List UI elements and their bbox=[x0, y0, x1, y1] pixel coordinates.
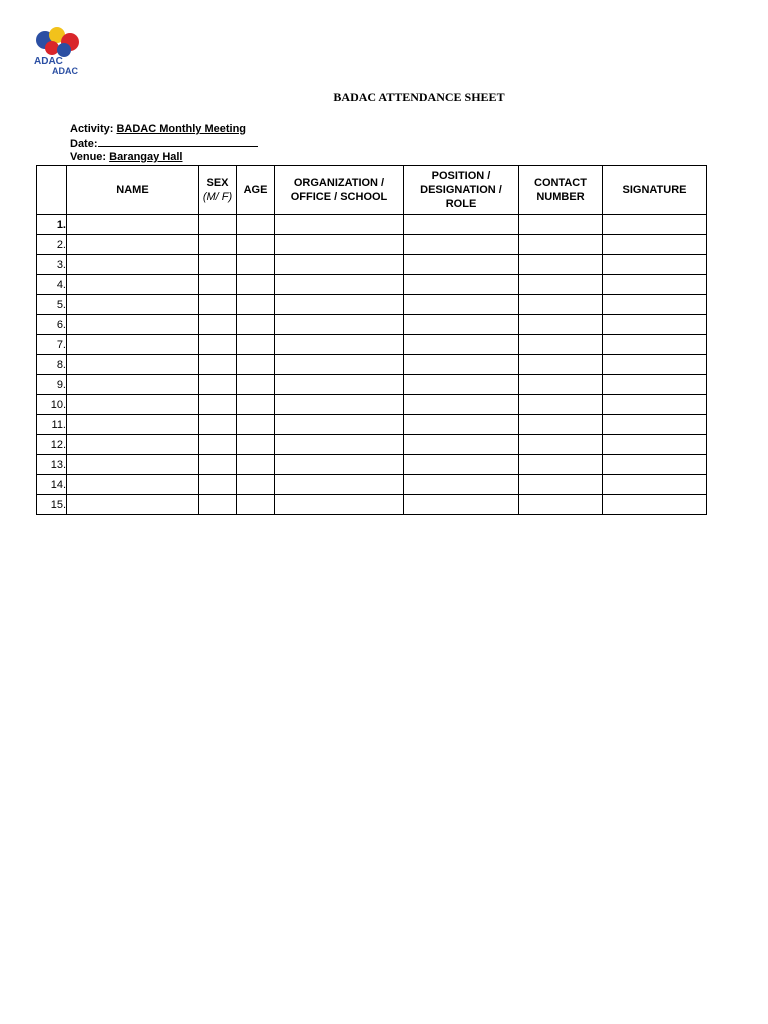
age-cell[interactable] bbox=[237, 295, 275, 315]
signature-cell[interactable] bbox=[603, 215, 707, 235]
row-number: 10. bbox=[37, 395, 67, 415]
position-cell[interactable] bbox=[404, 275, 519, 295]
table-row bbox=[37, 215, 707, 235]
position-cell[interactable] bbox=[404, 295, 519, 315]
position-cell[interactable] bbox=[404, 235, 519, 255]
organization-cell[interactable] bbox=[275, 315, 404, 335]
table-header-row bbox=[37, 166, 707, 215]
position-cell[interactable] bbox=[404, 455, 519, 475]
adac-logo bbox=[30, 26, 86, 76]
age-cell[interactable] bbox=[237, 375, 275, 395]
contact-cell[interactable] bbox=[519, 255, 603, 275]
name-cell[interactable] bbox=[67, 355, 199, 375]
sex-cell[interactable] bbox=[199, 255, 237, 275]
contact-cell[interactable] bbox=[519, 315, 603, 335]
activity-value: BADAC Monthly Meeting bbox=[116, 123, 247, 135]
signature-cell[interactable] bbox=[603, 235, 707, 255]
sex-cell[interactable] bbox=[199, 495, 237, 515]
name-cell[interactable] bbox=[67, 235, 199, 255]
contact-cell[interactable] bbox=[519, 435, 603, 455]
contact-cell[interactable] bbox=[519, 235, 603, 255]
sex-cell[interactable] bbox=[199, 455, 237, 475]
sex-cell[interactable] bbox=[199, 215, 237, 235]
row-number: 9. bbox=[37, 375, 67, 395]
sex-cell[interactable] bbox=[199, 275, 237, 295]
sex-cell[interactable] bbox=[199, 415, 237, 435]
header-sex-label: SEX bbox=[206, 177, 229, 189]
organization-cell[interactable] bbox=[275, 255, 404, 275]
contact-cell[interactable] bbox=[519, 495, 603, 515]
position-cell[interactable] bbox=[404, 475, 519, 495]
contact-cell[interactable] bbox=[519, 275, 603, 295]
name-cell[interactable] bbox=[67, 215, 199, 235]
signature-cell[interactable] bbox=[603, 375, 707, 395]
position-cell[interactable] bbox=[404, 315, 519, 335]
date-field[interactable] bbox=[98, 136, 258, 147]
table-row bbox=[37, 375, 707, 395]
svg-text:ADAC: ADAC bbox=[34, 56, 63, 67]
table-row bbox=[37, 475, 707, 495]
table-row bbox=[37, 255, 707, 275]
sex-cell[interactable] bbox=[199, 235, 237, 255]
sex-cell[interactable] bbox=[199, 395, 237, 415]
venue-line bbox=[70, 150, 183, 164]
sex-cell[interactable] bbox=[199, 375, 237, 395]
row-number: 4. bbox=[37, 275, 67, 295]
age-cell[interactable] bbox=[237, 315, 275, 335]
contact-cell[interactable] bbox=[519, 355, 603, 375]
signature-cell[interactable] bbox=[603, 415, 707, 435]
contact-cell[interactable] bbox=[519, 375, 603, 395]
header-name: NAME bbox=[67, 166, 199, 215]
svg-text:ADAC: ADAC bbox=[52, 66, 78, 76]
signature-cell[interactable] bbox=[603, 495, 707, 515]
table-row bbox=[37, 495, 707, 515]
table-row bbox=[37, 455, 707, 475]
signature-cell[interactable] bbox=[603, 475, 707, 495]
position-cell[interactable] bbox=[404, 495, 519, 515]
name-cell[interactable] bbox=[67, 295, 199, 315]
organization-cell[interactable] bbox=[275, 455, 404, 475]
name-cell[interactable] bbox=[67, 435, 199, 455]
name-cell[interactable] bbox=[67, 255, 199, 275]
position-cell[interactable] bbox=[404, 355, 519, 375]
age-cell[interactable] bbox=[237, 435, 275, 455]
sex-cell[interactable] bbox=[199, 355, 237, 375]
page-title: BADAC ATTENDANCE SHEET bbox=[333, 90, 505, 104]
adac-logo-icon bbox=[30, 26, 86, 76]
age-cell[interactable] bbox=[237, 275, 275, 295]
venue-label: Venue: bbox=[70, 151, 110, 163]
name-cell[interactable] bbox=[67, 475, 199, 495]
signature-cell[interactable] bbox=[603, 275, 707, 295]
name-cell[interactable] bbox=[67, 455, 199, 475]
row-number: 7. bbox=[37, 335, 67, 355]
age-cell[interactable] bbox=[237, 235, 275, 255]
name-cell[interactable] bbox=[67, 335, 199, 355]
age-cell[interactable] bbox=[237, 415, 275, 435]
sex-cell[interactable] bbox=[199, 295, 237, 315]
age-cell[interactable] bbox=[237, 395, 275, 415]
age-cell[interactable] bbox=[237, 255, 275, 275]
organization-cell[interactable] bbox=[275, 275, 404, 295]
contact-cell[interactable] bbox=[519, 475, 603, 495]
organization-cell[interactable] bbox=[275, 435, 404, 455]
position-cell[interactable] bbox=[404, 415, 519, 435]
organization-cell[interactable] bbox=[275, 335, 404, 355]
table-row bbox=[37, 335, 707, 355]
contact-cell[interactable] bbox=[519, 415, 603, 435]
row-number: 6. bbox=[37, 315, 67, 335]
sex-cell[interactable] bbox=[199, 335, 237, 355]
header-age: AGE bbox=[237, 166, 275, 215]
signature-cell[interactable] bbox=[603, 255, 707, 275]
signature-cell[interactable] bbox=[603, 355, 707, 375]
row-number: 12. bbox=[37, 435, 67, 455]
position-cell[interactable] bbox=[404, 395, 519, 415]
position-cell[interactable] bbox=[404, 435, 519, 455]
table-row bbox=[37, 415, 707, 435]
sex-cell[interactable] bbox=[199, 435, 237, 455]
name-cell[interactable] bbox=[67, 275, 199, 295]
position-cell[interactable] bbox=[404, 375, 519, 395]
header-contact: CONTACT NUMBER bbox=[519, 166, 603, 215]
activity-line bbox=[70, 122, 246, 136]
signature-cell[interactable] bbox=[603, 435, 707, 455]
row-number: 15. bbox=[37, 495, 67, 515]
row-number: 14. bbox=[37, 475, 67, 495]
header-sex bbox=[199, 166, 237, 215]
row-number: 1. bbox=[37, 215, 67, 235]
organization-cell[interactable] bbox=[275, 415, 404, 435]
age-cell[interactable] bbox=[237, 495, 275, 515]
row-number: 11. bbox=[37, 415, 67, 435]
age-cell[interactable] bbox=[237, 355, 275, 375]
age-cell[interactable] bbox=[237, 455, 275, 475]
organization-cell[interactable] bbox=[275, 235, 404, 255]
name-cell[interactable] bbox=[67, 495, 199, 515]
sex-cell[interactable] bbox=[199, 315, 237, 335]
sex-cell[interactable] bbox=[199, 475, 237, 495]
table-row bbox=[37, 315, 707, 335]
table-row bbox=[37, 355, 707, 375]
date-label: Date: bbox=[70, 138, 98, 150]
table-row bbox=[37, 275, 707, 295]
contact-cell[interactable] bbox=[519, 335, 603, 355]
table-row bbox=[37, 235, 707, 255]
age-cell[interactable] bbox=[237, 335, 275, 355]
venue-value: Barangay Hall bbox=[109, 151, 183, 163]
row-number: 8. bbox=[37, 355, 67, 375]
contact-cell[interactable] bbox=[519, 215, 603, 235]
contact-cell[interactable] bbox=[519, 295, 603, 315]
signature-cell[interactable] bbox=[603, 315, 707, 335]
signature-cell[interactable] bbox=[603, 395, 707, 415]
attendance-table bbox=[36, 165, 707, 515]
header-number bbox=[37, 166, 67, 215]
name-cell[interactable] bbox=[67, 415, 199, 435]
organization-cell[interactable] bbox=[275, 495, 404, 515]
organization-cell[interactable] bbox=[275, 215, 404, 235]
position-cell[interactable] bbox=[404, 335, 519, 355]
position-cell[interactable] bbox=[404, 255, 519, 275]
signature-cell[interactable] bbox=[603, 295, 707, 315]
contact-cell[interactable] bbox=[519, 455, 603, 475]
name-cell[interactable] bbox=[67, 375, 199, 395]
name-cell[interactable] bbox=[67, 315, 199, 335]
position-cell[interactable] bbox=[404, 215, 519, 235]
age-cell[interactable] bbox=[237, 215, 275, 235]
header-organization: ORGANIZATION / OFFICE / SCHOOL bbox=[275, 166, 404, 215]
row-number: 2. bbox=[37, 235, 67, 255]
organization-cell[interactable] bbox=[275, 375, 404, 395]
row-number: 13. bbox=[37, 455, 67, 475]
row-number: 3. bbox=[37, 255, 67, 275]
organization-cell[interactable] bbox=[275, 355, 404, 375]
age-cell[interactable] bbox=[237, 475, 275, 495]
header-position: POSITION / DESIGNATION / ROLE bbox=[404, 166, 519, 215]
date-line bbox=[70, 136, 258, 151]
signature-cell[interactable] bbox=[603, 335, 707, 355]
signature-cell[interactable] bbox=[603, 455, 707, 475]
table-row bbox=[37, 395, 707, 415]
organization-cell[interactable] bbox=[275, 395, 404, 415]
activity-label: Activity: bbox=[70, 123, 117, 135]
name-cell[interactable] bbox=[67, 395, 199, 415]
organization-cell[interactable] bbox=[275, 475, 404, 495]
organization-cell[interactable] bbox=[275, 295, 404, 315]
row-number: 5. bbox=[37, 295, 67, 315]
table-row bbox=[37, 435, 707, 455]
contact-cell[interactable] bbox=[519, 395, 603, 415]
table-row bbox=[37, 295, 707, 315]
header-signature: SIGNATURE bbox=[603, 166, 707, 215]
header-sex-sub: (M/ F) bbox=[202, 191, 233, 203]
